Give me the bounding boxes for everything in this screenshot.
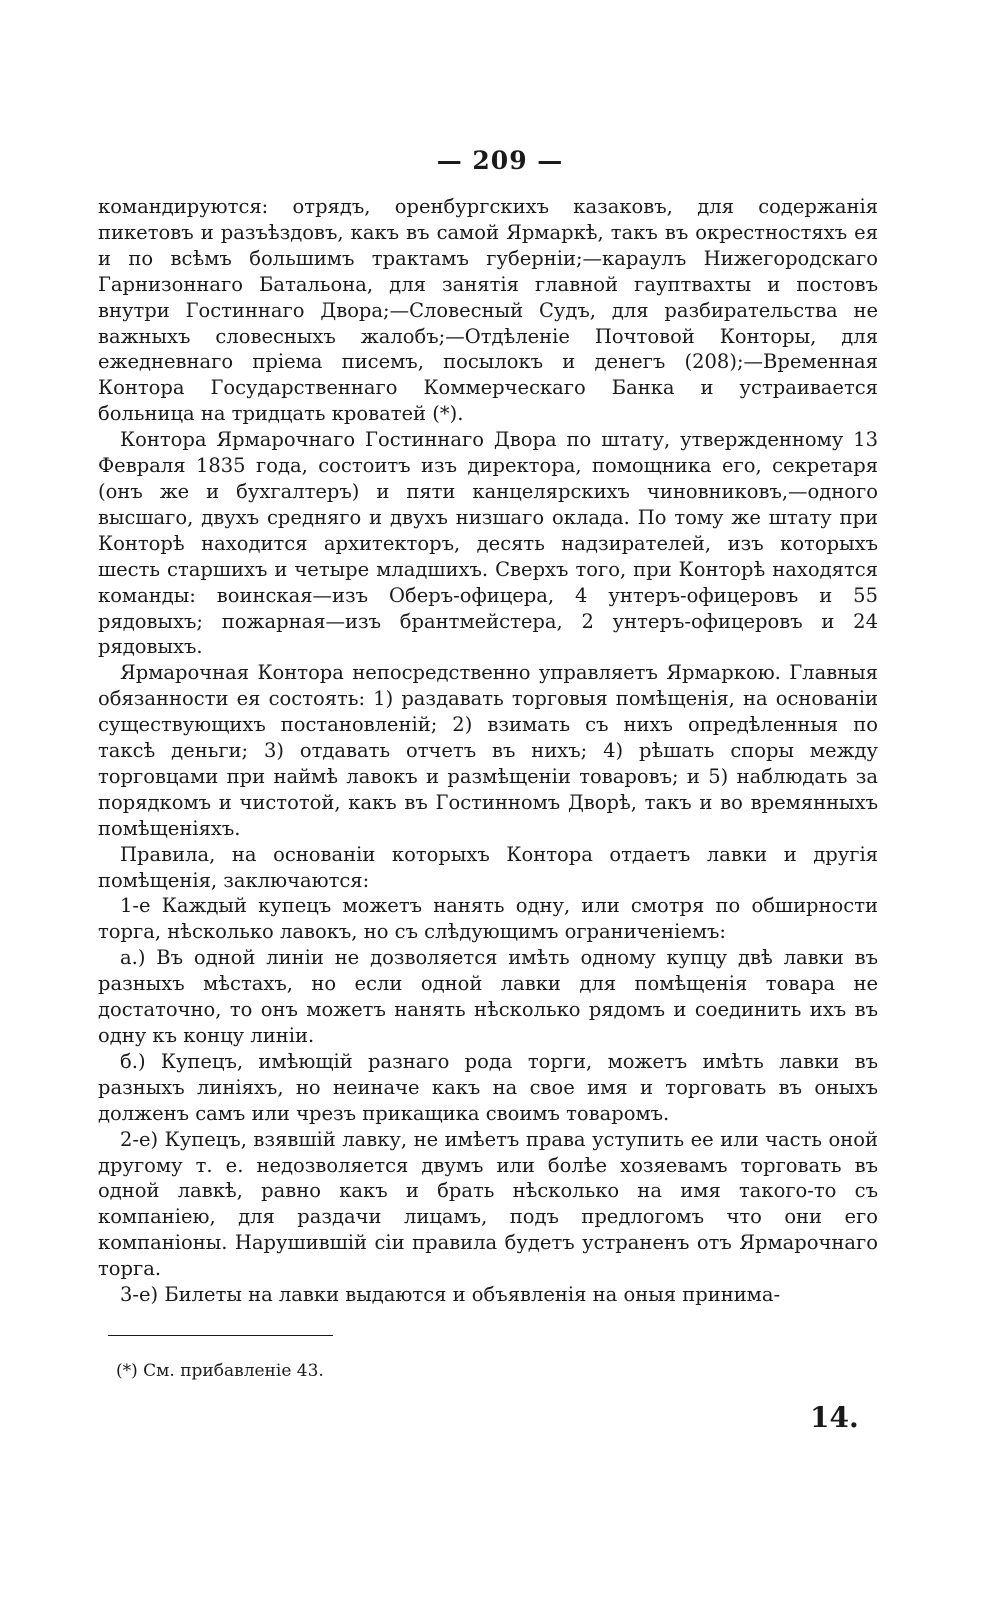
paragraph: Ярмарочная Контора непосредственно управляетъ Ярмаркою. Главныя обязанности ея состоять: 1) раздавать торговыя помѣщенія, на основаніи существующихъ постановленій; 2) взимать съ нихъ опредѣленныя по таксѣ деньги; 3) отдавать отчетъ въ нихъ; 4) рѣшать споры между торговцами при наймѣ лавокъ и размѣщеніи товаровъ; и 5) наблюдать за порядкомъ и чистотой, какъ въ Гостинномъ Дворѣ, такъ и во времянныхъ помѣщеніяхъ.	[98, 661, 878, 840]
paragraph: командируются: отрядъ, оренбургскихъ казаковъ, для содержанія пикетовъ и разъѣздовъ, какъ въ самой Ярмаркѣ, такъ въ окрестностяхъ ея и по всѣмъ большимъ трактамъ губерніи;—караулъ Нижегородскаго Гарнизоннаго Батальона, для занятія главной гауптвахты и постовъ внутри Гостиннаго Двора;—Словесный Судъ, для разбирательства не важныхъ словесныхъ жалобъ;—Отдѣленіе Почтовой Конторы, для ежедневнаго пріема писемъ, посылокъ и денегъ (208);—Временная Контора Государственнаго Коммерческаго Банка и устраивается больница на тридцать кроватей (*).	[98, 195, 878, 426]
footnote-divider	[108, 1335, 333, 1336]
paragraph: 1-е Каждый купецъ можетъ нанять одну, или смотря по обширности торга, нѣсколько лавокъ, но съ слѣдующимъ ограниченіемъ:	[98, 894, 878, 944]
paragraph: 2-е) Купецъ, взявшій лавку, не имѣетъ права уступить ее или часть оной другому т. е. недозволяется двумъ или болѣе хозяевамъ торговать въ одной лавкѣ, равно какъ и брать нѣсколько на имя такого-то съ компаніею, для раздачи лицамъ, подъ предлогомъ что они его компаніоны. Нарушившій сіи правила будетъ устраненъ отъ Ярмарочнаго торга.	[98, 1127, 878, 1281]
paragraph: Контора Ярмарочнаго Гостиннаго Двора по штату, утвержденному 13 Февраля 1835 года, состоитъ изъ директора, помощника его, секретаря (онъ же и бухгалтеръ) и пяти канцелярскихъ чиновниковъ,—одного высшаго, двухъ средняго и двухъ низшаго оклада. По тому же штату при Конторѣ находится архитекторъ, десять надзирателей, изъ которыхъ шесть старшихъ и четыре младшихъ. Сверхъ того, при Конторѣ находятся команды: воинская—изъ Оберъ-офицера, 4 унтеръ-офицеровъ и 55 рядовыхъ; пожарная—изъ брантмейстера, 2 унтеръ-офицеровъ и 24 рядовыхъ.	[98, 428, 878, 659]
body-text	[98, 194, 878, 1308]
paragraph: б.) Купецъ, имѣющій разнаго рода торги, можетъ имѣть лавки въ разныхъ линіяхъ, но неиначе какъ на свое имя и торговать въ оныхъ долженъ самъ или чрезъ прикащика своимъ товаромъ.	[98, 1049, 878, 1125]
paragraph: Правила, на основаніи которыхъ Контора отдаетъ лавки и другія помѣщенія, заключаются:	[98, 842, 878, 892]
footnote: (*) См. прибавленіе 43.	[116, 1361, 324, 1381]
page-number: — 209 —	[436, 146, 564, 175]
paragraph: 3-е) Билеты на лавки выдаются и объявленія на оныя принима-	[120, 1283, 781, 1307]
paragraph: а.) Въ одной линіи не дозволяется имѣть одному купцу двѣ лавки въ разныхъ мѣстахъ, но если одной лавки для помѣщенія товара не достаточно, то онъ можетъ нанять нѣсколько рядомъ и соединить ихъ въ одну къ концу линіи.	[98, 946, 878, 1047]
signature-mark: 14.	[810, 1401, 859, 1434]
